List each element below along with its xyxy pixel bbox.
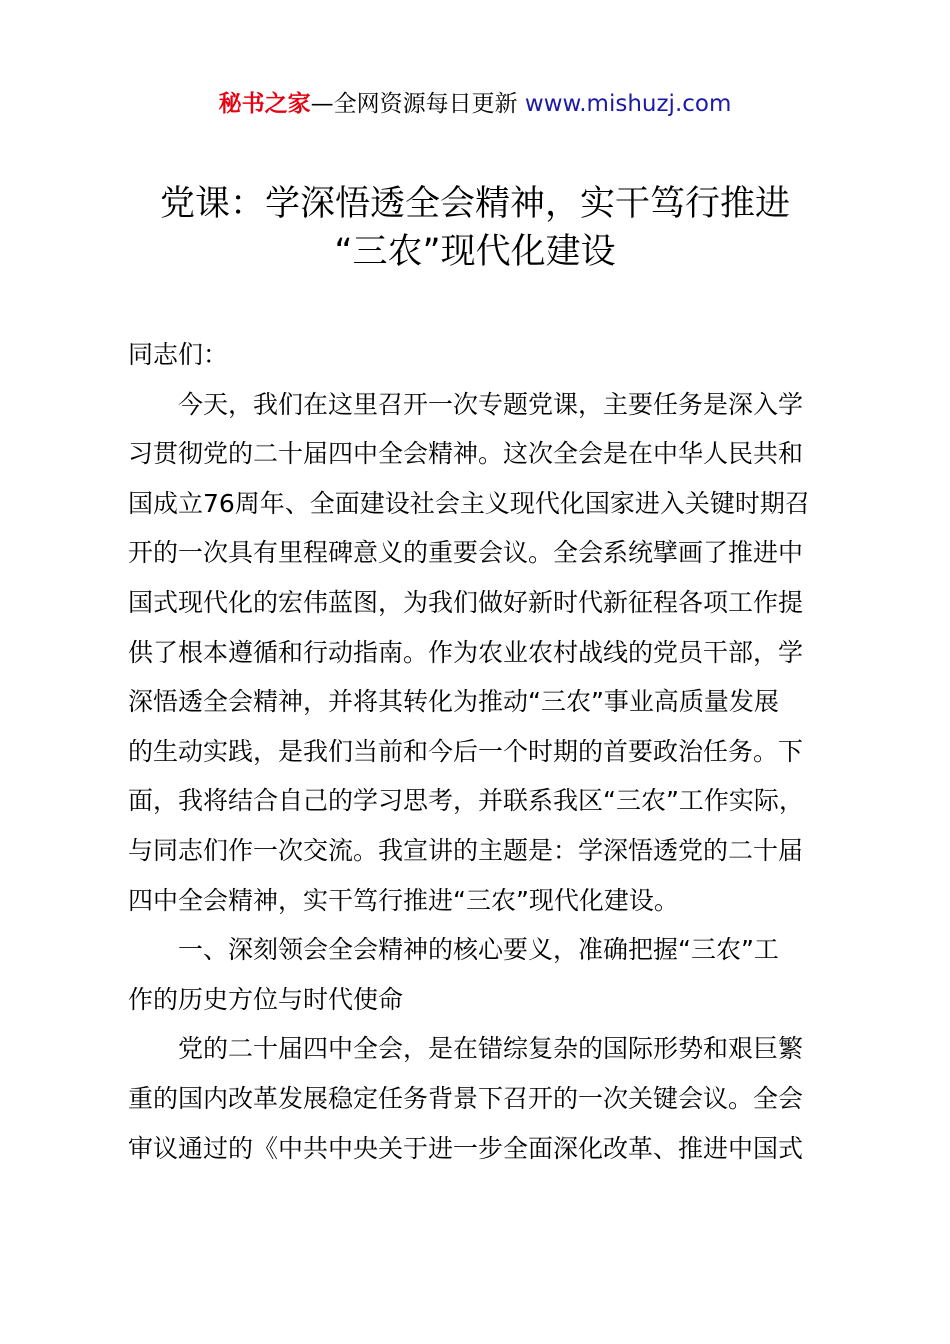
paragraph-line: 国式现代化的宏伟蓝图，为我们做好新时代新征程各项工作提 <box>128 587 804 617</box>
paragraph-line: 审议通过的《中共中央关于进一步全面深化改革、推进中国式 <box>128 1133 804 1163</box>
title-line-2: “三农”现代化建设 <box>334 232 616 272</box>
section-heading-line: 一、深刻领会全会精神的核心要义，准确把握“三农”工 <box>178 935 779 965</box>
paragraph-line: 与同志们作一次交流。我宣讲的主题是：学深悟透党的二十届 <box>128 835 804 865</box>
brand-name: 秘书之家 <box>218 91 311 117</box>
paragraph-line: 今天，我们在这里召开一次专题党课，主要任务是深入学 <box>178 389 804 419</box>
paragraph-line: 国成立76周年、全面建设社会主义现代化国家进入关键时期召 <box>128 488 810 518</box>
site-header-banner <box>0 88 950 120</box>
paragraph-line: 的生动实践，是我们当前和今后一个时期的首要政治任务。下 <box>128 736 804 766</box>
paragraph-line: 习贯彻党的二十届四中全会精神。这次全会是在中华人民共和 <box>128 439 804 469</box>
document-body <box>128 330 848 1173</box>
paragraph-line: 党的二十届四中全会，是在错综复杂的国际形势和艰巨繁 <box>178 1034 804 1064</box>
title-line-1: 党课：学深悟透全会精神，实干笃行推进 <box>159 184 790 224</box>
paragraph-line: 供了根本遵循和行动指南。作为农业农村战线的党员干部，学 <box>128 637 804 667</box>
salutation: 同志们： <box>128 340 229 369</box>
paragraph-line: 深悟透全会精神，并将其转化为推动“三农”事业高质量发展 <box>128 687 779 717</box>
paragraph-line: 面，我将结合自己的学习思考，并联系我区“三农”工作实际， <box>128 786 804 816</box>
paragraph-line: 重的国内改革发展稳定任务背景下召开的一次关键会议。全会 <box>128 1083 804 1113</box>
site-url-link[interactable]: www.mishuzj.com <box>524 91 732 117</box>
document-title <box>0 180 950 276</box>
paragraph-line: 四中全会精神，实干笃行推进“三农”现代化建设。 <box>128 885 679 915</box>
paragraph-line: 开的一次具有里程碑意义的重要会议。全会系统擘画了推进中 <box>128 538 804 568</box>
section-heading-line: 作的历史方位与时代使命 <box>128 984 404 1014</box>
brand-tagline: —全网资源每日更新 <box>310 91 525 117</box>
